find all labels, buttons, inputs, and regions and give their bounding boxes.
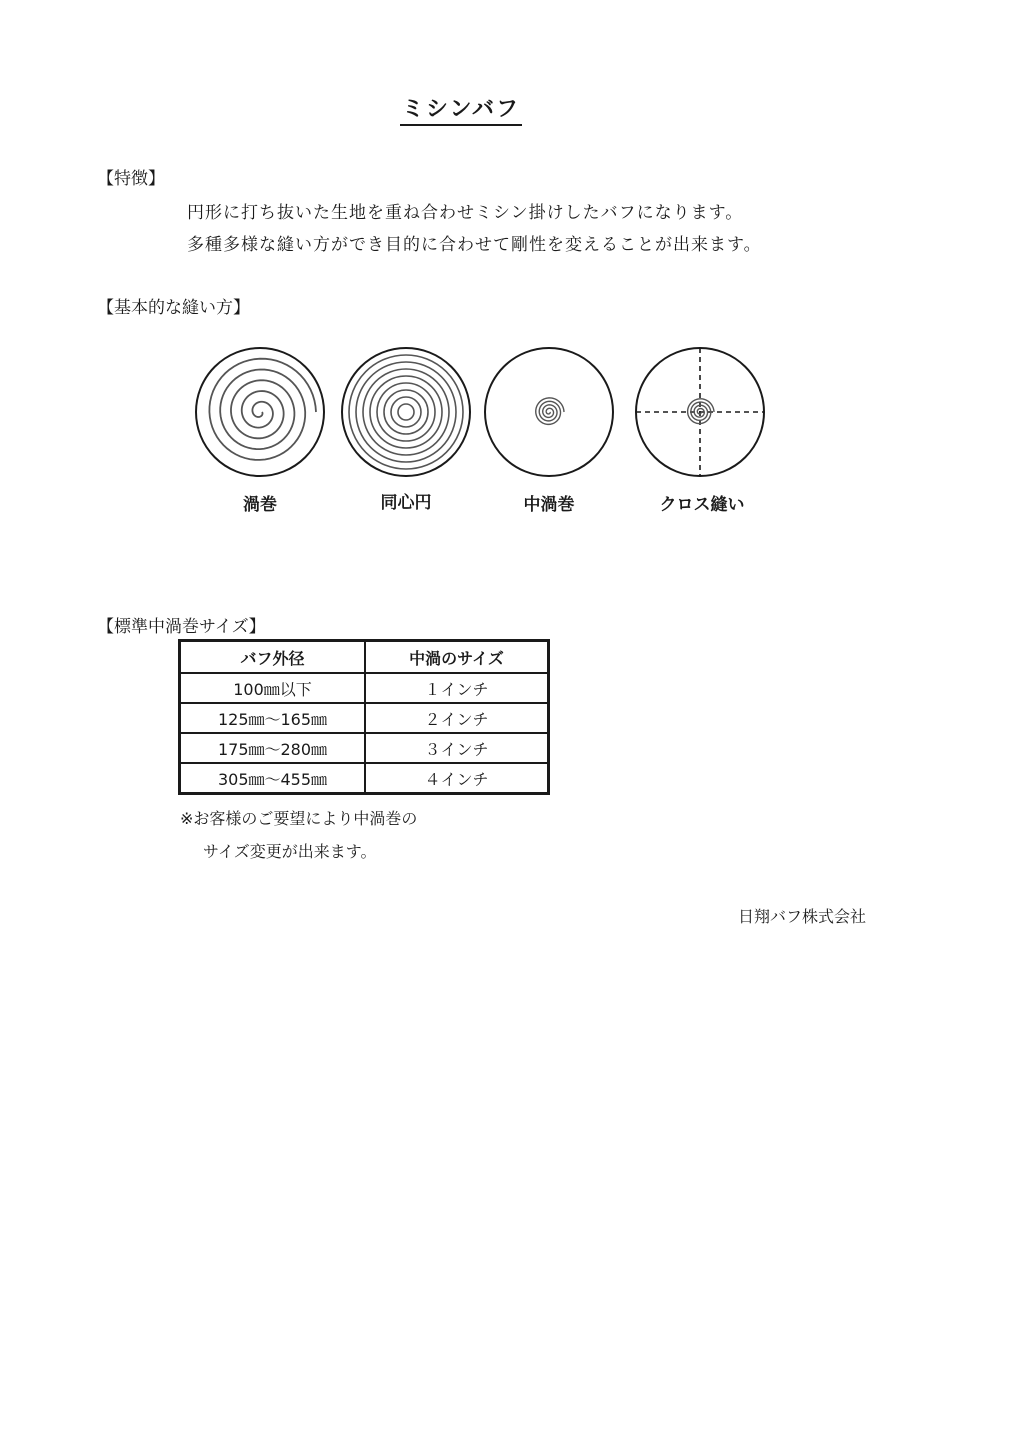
table-row	[180, 703, 549, 733]
cross-stitch-icon	[636, 348, 764, 476]
concentric-stitch-icon	[342, 348, 470, 476]
size-note-line-1: ※お客様のご要望により中渦巻の	[180, 809, 418, 828]
stitch-label-cross: クロス縫い	[659, 495, 745, 515]
stitching-diagrams	[180, 340, 800, 490]
cell-outer-diameter: 305㎜～455㎜	[180, 763, 366, 794]
stitch-label-spiral: 渦巻	[243, 495, 277, 515]
size-table-heading: 【標準中渦巻サイズ】	[97, 617, 266, 637]
cell-outer-diameter: 100㎜以下	[180, 673, 366, 703]
table-row	[180, 733, 549, 763]
cell-spiral-size: ２インチ	[365, 703, 549, 733]
size-note-line-2: サイズ変更が出来ます。	[203, 842, 377, 861]
column-header-spiral-size: 中渦のサイズ	[365, 641, 549, 674]
table-header-row	[180, 641, 549, 674]
cell-outer-diameter: 125㎜～165㎜	[180, 703, 366, 733]
spiral-stitch-icon	[196, 348, 324, 476]
company-name: 日翔バフ株式会社	[738, 907, 867, 926]
cell-spiral-size: ４インチ	[365, 763, 549, 794]
cell-outer-diameter: 175㎜～280㎜	[180, 733, 366, 763]
column-header-outer-diameter: バフ外径	[180, 641, 366, 674]
features-line-2: 多種多様な縫い方ができ目的に合わせて剛性を変えることが出来ます。	[187, 235, 762, 255]
stitch-label-center-spiral: 中渦巻	[523, 495, 575, 515]
cell-spiral-size: １インチ	[365, 673, 549, 703]
stitching-heading: 【基本的な縫い方】	[97, 298, 250, 318]
features-heading: 【特徴】	[97, 169, 165, 189]
page-title: ミシンバフ	[0, 92, 922, 123]
cell-spiral-size: ３インチ	[365, 733, 549, 763]
features-line-1: 円形に打ち抜いた生地を重ね合わせミシン掛けしたバフになります。	[187, 203, 744, 223]
stitch-label-concentric: 同心円	[380, 493, 432, 513]
table-row	[180, 763, 549, 794]
center-spiral-stitch-icon	[485, 348, 613, 476]
size-table	[178, 639, 550, 795]
table-row	[180, 673, 549, 703]
